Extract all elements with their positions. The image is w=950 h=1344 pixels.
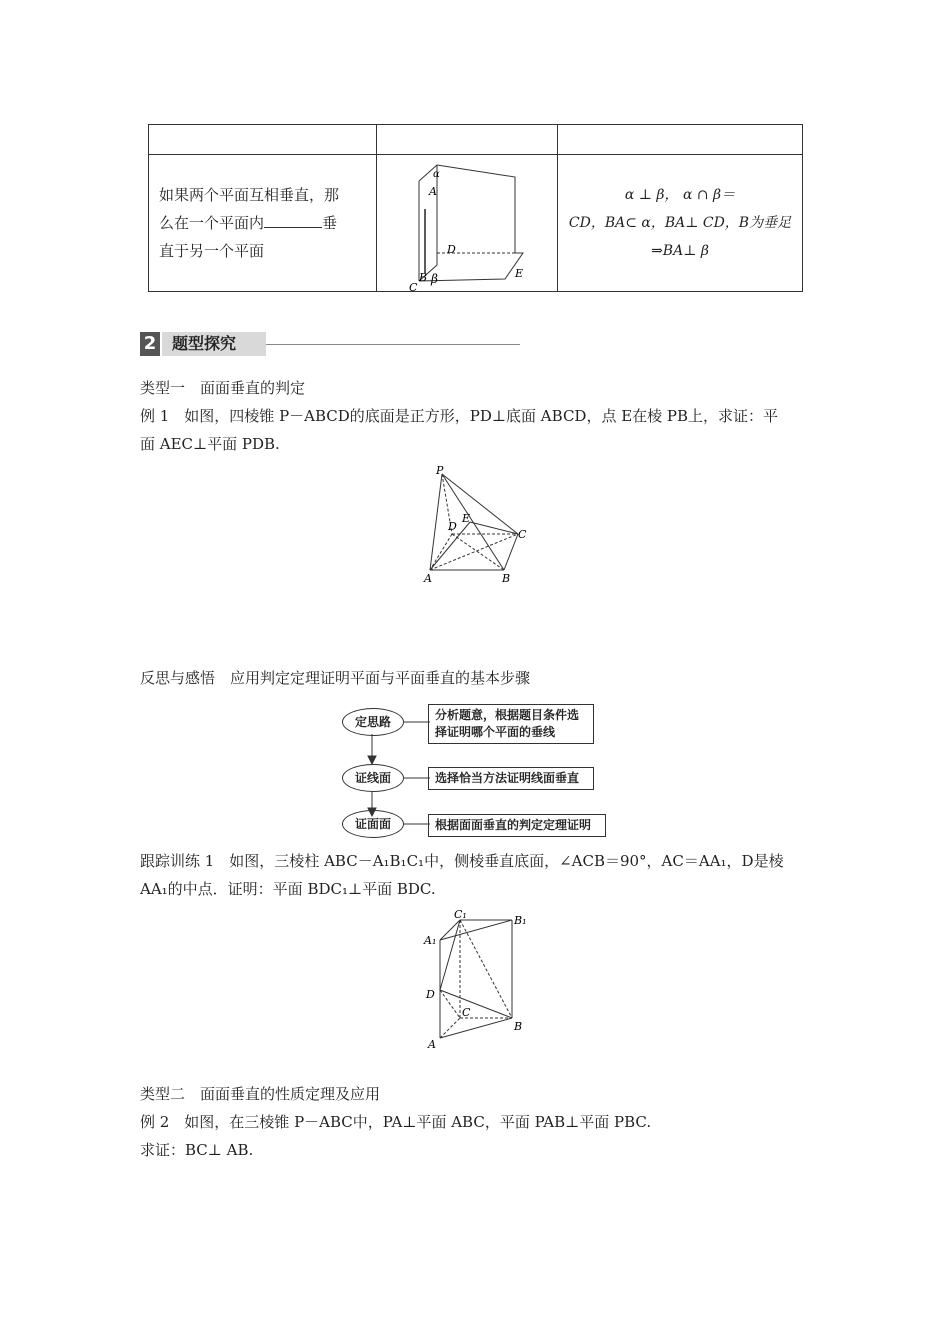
section-divider: [266, 344, 520, 345]
theorem-line: 如果两个平面互相垂直，那: [159, 186, 340, 204]
perpendicular-planes-figure: [377, 155, 557, 294]
fig-label: D: [448, 520, 457, 533]
example1-line: 例 1 如图，四棱锥 P－ABCD的底面是正方形，PD⊥底面 ABCD，点 E在棱 PB上，求证：平: [140, 407, 779, 425]
theorem-line: 直于另一个平面: [159, 242, 265, 260]
fill-blank[interactable]: [264, 213, 322, 228]
practice1-line: 跟踪训练 1 如图，三棱柱 ABC－A₁B₁C₁中，侧棱垂直底面，∠ACB＝90°，AC＝AA₁，D是棱: [140, 852, 784, 870]
fig-label: P: [436, 464, 444, 477]
fig-label: C: [409, 281, 418, 294]
reflection-heading: 反思与感悟 应用判定定理证明平面与平面垂直的基本步骤: [140, 669, 531, 687]
fig-label: C: [462, 1006, 471, 1019]
table-header-cell: [149, 125, 377, 155]
theorem-symbol-cell: [558, 155, 803, 292]
fig-label: B: [514, 1020, 523, 1033]
type2-heading: 类型二 面面垂直的性质定理及应用: [140, 1085, 381, 1103]
practice1-line: AA₁的中点．证明：平面 BDC₁⊥平面 BDC.: [140, 880, 436, 898]
fig-label: B₁: [514, 914, 527, 927]
example2-line: 例 2 如图，在三棱锥 P－ABC中，PA⊥平面 ABC，平面 PAB⊥平面 PBC.: [140, 1113, 652, 1131]
fig-label: D: [426, 988, 435, 1001]
type1-heading: 类型一 面面垂直的判定: [140, 379, 306, 397]
pyramid-figure: [418, 462, 532, 588]
fig-label: E: [515, 267, 524, 280]
fig-label: E: [462, 512, 471, 525]
symbol-line: α ⊥ β， α ∩ β＝: [624, 187, 736, 203]
prism-figure: [420, 906, 532, 1052]
flow-node-plane-plane: 证面面: [342, 810, 404, 838]
theorem-text-cell: [149, 155, 377, 292]
theorem-table: [148, 124, 803, 292]
flow-box-plan: 分析题意，根据题目条件选 择证明哪个平面的垂线: [428, 704, 594, 744]
example1-line: 面 AEC⊥平面 PDB.: [140, 435, 280, 453]
flow-node-plan: 定思路: [342, 708, 404, 736]
table-header-cell: [377, 125, 558, 155]
fig-label: α: [433, 169, 440, 180]
theorem-figure-cell: [377, 155, 558, 292]
fig-label: C₁: [454, 908, 467, 921]
fig-label: B: [502, 572, 511, 585]
fig-label: A: [424, 572, 432, 585]
fig-label: A₁: [424, 934, 437, 947]
fig-label: β: [431, 272, 438, 286]
fig-label: A: [429, 185, 437, 198]
flow-node-line-plane: 证线面: [342, 764, 404, 792]
flow-box-line-plane: 选择恰当方法证明线面垂直: [428, 767, 594, 790]
example2-line: 求证：BC⊥ AB.: [140, 1141, 254, 1159]
fig-label: B: [419, 271, 428, 284]
fig-label: D: [447, 243, 456, 256]
section-number-badge: 2: [140, 332, 160, 356]
table-header-cell: [558, 125, 803, 155]
fig-label: C: [518, 528, 527, 541]
fig-label: A: [428, 1038, 436, 1051]
section-title: 题型探究: [162, 332, 266, 356]
flow-box-plane-plane: 根据面面垂直的判定定理证明: [428, 814, 606, 837]
theorem-line: 么在一个平面内 垂: [159, 214, 338, 232]
symbol-line: CD，BA⊂ α，BA⊥ CD，B为垂足: [568, 215, 792, 231]
symbol-line: ⇒BA⊥ β: [651, 243, 709, 259]
